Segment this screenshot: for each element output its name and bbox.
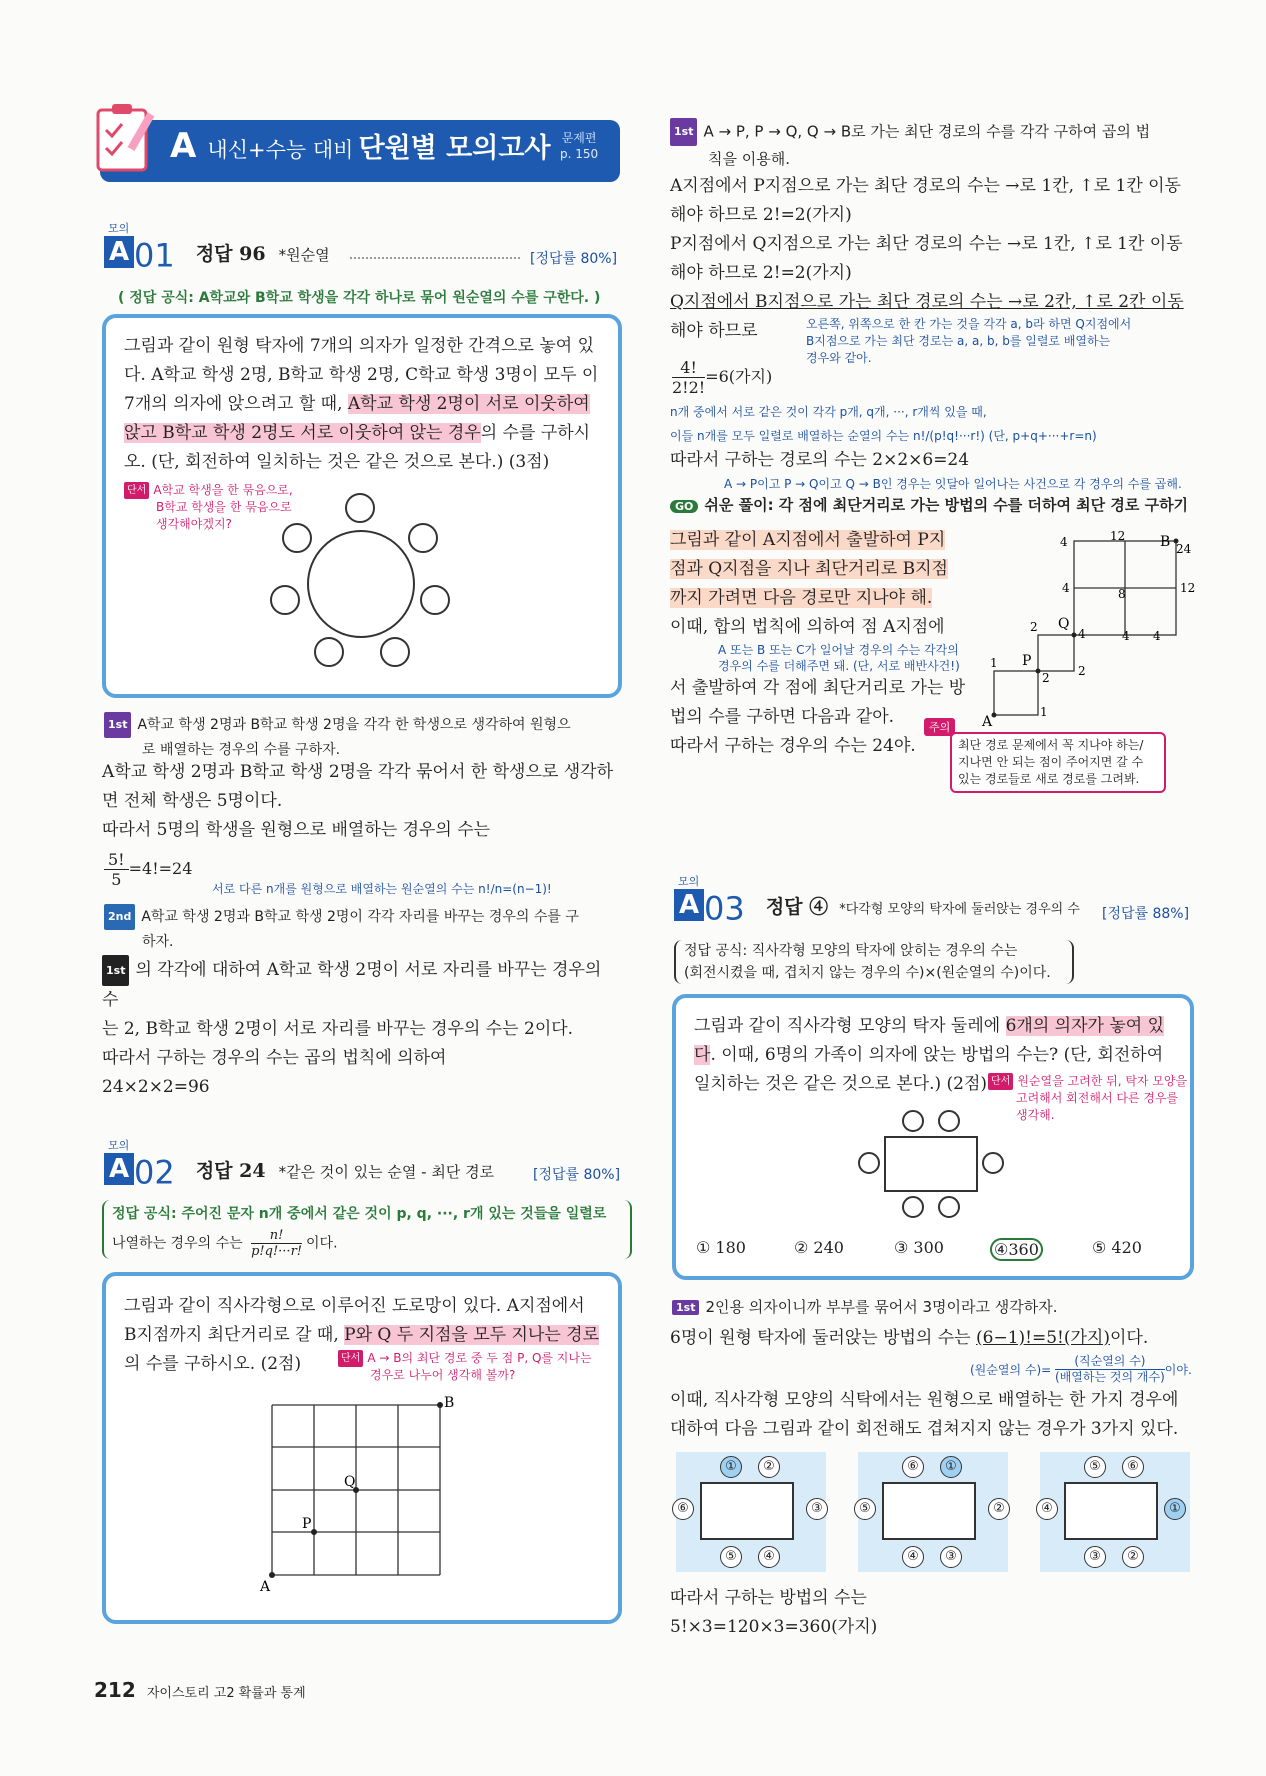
q2-formula (102, 1200, 632, 1259)
q3-rate: [정답률 88%] (1102, 906, 1190, 922)
q2-f2c: p!q!···r! (251, 1244, 303, 1259)
q2-hint1: A → B의 최단 경로 중 두 점 P, Q를 지나는 (367, 1351, 592, 1365)
grid-label-a: A (982, 714, 993, 730)
r-easy-text-block (670, 526, 960, 642)
q1-frac-num: 5! (104, 850, 129, 870)
q3-f1: 정답 공식: 직사각형 모양의 탁자에 앉히는 경우의 수는 (684, 943, 1018, 959)
q3-l3: 대하여 다음 그림과 같이 회전해도 겹쳐지지 않는 경우가 3가지 있다. (670, 1419, 1179, 1439)
r-e5: 서 출발하여 각 점에 최단거리로 가는 방 (670, 678, 966, 698)
q1-p3a: 7개의 의자에 앉으려고 할 때, (124, 394, 348, 414)
r-w3: 있는 경로들로 새로 경로를 그려봐. (958, 772, 1140, 786)
q1-frac-den: 5 (111, 870, 122, 889)
r-fraction (672, 358, 772, 397)
grid-num: 4 (1153, 629, 1161, 643)
q1-frac-note: 서로 다른 n개를 원형으로 배열하는 원순열의 수는 n!/n=(n−1)! (212, 882, 552, 896)
grid-num: 1 (990, 656, 998, 670)
r-l4: 해야 하므로 2!=2(가지) (670, 263, 852, 283)
seat-num: ⑤ (854, 1498, 876, 1520)
choice-4[interactable]: ④360 (990, 1238, 1043, 1261)
grid-num: 4 (1122, 629, 1130, 643)
q1-s1-badge: 1st (104, 712, 131, 738)
r-l3: P지점에서 Q지점으로 가는 최단 경로의 수는 →로 1칸, ↑로 1칸 이동 (670, 234, 1183, 254)
r-b1t2: 칙을 이용해. (708, 150, 790, 168)
seat-num: ③ (1084, 1546, 1106, 1568)
q1-hint2: B학교 학생을 한 묶음으로 (156, 500, 292, 514)
q3-p1b: 6개의 의자가 놓여 있 (1005, 1016, 1165, 1036)
round-table (307, 530, 415, 638)
q1-s2-l2: 는 2, B학교 학생 2명이 서로 자리를 바꾸는 경우의 수는 2이다. (102, 1019, 574, 1039)
q3-l1c: 이다. (1109, 1328, 1149, 1348)
q1-frac-rest: =4!=24 (128, 859, 193, 878)
r-w1: 최단 경로 문제에서 꼭 지나야 하는/ (958, 738, 1144, 752)
r-step1 (670, 118, 1190, 172)
q3-step1 (672, 1296, 1057, 1317)
rotation-case-1 (676, 1452, 826, 1572)
q2-f2b: n! (251, 1228, 302, 1244)
chair (902, 1110, 924, 1132)
q2-answer: 정답 24 (195, 1160, 266, 1182)
q1-rate: [정답률 80%] (530, 251, 618, 267)
rect-table (884, 1136, 978, 1192)
choice-3[interactable]: ③ 300 (894, 1238, 944, 1257)
seat-num: ⑥ (902, 1456, 924, 1478)
seat-num: ③ (806, 1498, 828, 1520)
r-f-rest: =6(가지) (705, 367, 773, 386)
header-title (170, 126, 551, 166)
grid-num: 1 (1040, 705, 1048, 719)
q2-p2b: P와 Q 두 지점을 모두 지나는 경로 (344, 1325, 600, 1345)
seat-num: ③ (940, 1546, 962, 1568)
chair (902, 1196, 924, 1218)
q1-dotline (350, 257, 520, 259)
easy-solution-icon: GO (670, 500, 698, 513)
grid-label-p: P (1022, 653, 1032, 669)
q1-ref-badge: 1st (102, 955, 129, 986)
page-number: 212 (94, 1678, 136, 1702)
q3-b1t: 2인용 의자이니까 부부를 묶어서 3명이라고 생각하자. (705, 1298, 1058, 1316)
q3-l4: 따라서 구하는 방법의 수는 (670, 1588, 867, 1608)
q2-p3: 의 수를 구하시오. (2점) (124, 1354, 302, 1374)
header-title-main: 단원별 모의고사 (358, 133, 551, 164)
r-w2: 지나면 안 되는 점이 주어지면 갈 수 (958, 755, 1144, 769)
grid-num: 12 (1180, 581, 1196, 595)
chair (858, 1152, 880, 1174)
q3-h1: 원순열을 고려한 뒤, 탁자 모양을 (1017, 1074, 1188, 1088)
q1-letter: A (104, 236, 134, 268)
clipboard-icon (90, 100, 160, 175)
q2-f2d: 이다. (306, 1235, 338, 1252)
grid-num: 4 (1060, 535, 1068, 549)
choice-1[interactable]: ① 180 (696, 1238, 746, 1257)
chair (938, 1196, 960, 1218)
r-note1 (806, 316, 1131, 367)
q1-step2 (104, 904, 624, 954)
q3-n4: 이야. (1164, 1363, 1192, 1377)
q2-grid (260, 1395, 470, 1595)
q2-letter: A (104, 1153, 134, 1185)
q3-final (670, 1584, 877, 1642)
r-b1: 1st (670, 118, 697, 146)
r-note3 (718, 642, 960, 674)
r-e6: 법의 수를 구하면 다음과 같아. (670, 707, 895, 727)
footer (94, 1678, 306, 1702)
q3-letter: A (674, 889, 704, 921)
chair (345, 493, 375, 523)
q3-header (674, 873, 1080, 928)
r-f-num: 4! (672, 358, 705, 378)
r-n5: 이들 n개를 모두 일렬로 배열하는 순열의 수는 n!/(p!q!···r!) (단, p+q+···+r=n) (670, 429, 1097, 443)
choice-2[interactable]: ② 240 (794, 1238, 844, 1257)
header-ref-2: p. 150 (560, 147, 599, 161)
grid-num: 8 (1118, 587, 1126, 601)
book-title: 자이스토리 고2 확률과 통계 (146, 1686, 306, 1701)
q2-topic: *같은 것이 있는 순열 - 최단 경로 (278, 1163, 495, 1181)
grid-label-p: P (302, 1516, 312, 1532)
q2-header (104, 1137, 494, 1192)
r-e7: 따라서 구하는 경우의 수는 24야. (670, 736, 916, 756)
choice-5[interactable]: ⑤ 420 (1092, 1238, 1142, 1257)
seat-num: ① (940, 1456, 962, 1478)
r-n4: n개 중에서 서로 같은 것이 각각 p개, q개, ···, r개씩 있을 때, (670, 405, 987, 419)
header-letter: A (170, 126, 197, 166)
grid-label-b: B (1160, 534, 1171, 550)
r-n8: 경우의 수를 더해주면 돼. (단, 서로 배반사건!) (718, 659, 960, 673)
chair (982, 1152, 1004, 1174)
q3-n3: (배열하는 것의 개수) (1055, 1370, 1165, 1384)
seat-num: ⑥ (672, 1498, 694, 1520)
grid-label-a: A (260, 1579, 271, 1595)
r-l7: 따라서 구하는 경로의 수는 2×2×6=24 (670, 450, 970, 470)
q1-p3b: A학교 학생 2명이 서로 이웃하여 (347, 394, 590, 414)
chair (408, 523, 438, 553)
q3-f2: (회전시켰을 때, 겹치지 않는 경우의 수)×(원순열의 수)이다. (684, 965, 1051, 981)
r-l2: 해야 하므로 2!=2(가지) (670, 205, 852, 225)
q1-tag: 모의 (108, 222, 130, 235)
q1-step1 (104, 712, 624, 762)
r-l5: Q지점에서 B지점으로 가는 최단 경로의 수는 →로 2칸, ↑로 2칸 이동 (670, 292, 1184, 312)
seat-num: ① (1164, 1498, 1186, 1520)
q3-p2a: 다 (694, 1045, 711, 1065)
warn-tag: 주의 (924, 718, 955, 736)
q3-l1b: (6−1)!=5!(가지) (976, 1328, 1110, 1348)
chair (270, 585, 300, 615)
q3-n2: (직순열의 수) (1055, 1354, 1165, 1370)
q1-p1: 그림과 같이 원형 탁자에 7개의 의자가 일정한 간격으로 놓여 있 (124, 336, 594, 356)
q1-s1-l1: A학교 학생 2명과 B학교 학생 2명을 각각 묶어서 한 학생으로 생각하 (102, 762, 613, 782)
grid-num: 2 (1078, 664, 1086, 678)
seat-num: ⑤ (720, 1546, 742, 1568)
q1-s2-t1: A학교 학생 2명과 B학교 학생 2명이 각각 자리를 바꾸는 경우의 수를 구 (141, 909, 579, 925)
r-b1t1: A → P, P → Q, Q → B로 가는 최단 경로의 수를 각각 구하여 곱의 법 (703, 122, 1151, 141)
q1-answer: 정답 96 (195, 243, 266, 265)
r-easy-text: 쉬운 풀이: 각 점에 최단거리로 가는 방법의 수를 더하여 최단 경로 구하기 (704, 496, 1189, 514)
q2-dan: 단서 (338, 1350, 363, 1367)
q1-hint1: A학교 학생을 한 묶음으로, (153, 483, 293, 497)
q3-formula (674, 940, 1074, 984)
q2-f2: 나열하는 경우의 수는 (112, 1235, 243, 1252)
q3-p3: 일치하는 것은 같은 것으로 본다.) (2점) (694, 1074, 988, 1094)
header-ref (560, 130, 598, 162)
q1-s2-text (102, 955, 622, 1102)
q1-s2-l3: 따라서 구하는 경우의 수는 곱의 법칙에 의하여 (102, 1048, 447, 1068)
q2-p2a: B지점까지 최단거리로 갈 때, (124, 1325, 345, 1345)
q1-s1-t2: 로 배열하는 경우의 수를 구하자. (142, 742, 341, 758)
r-n2: B지점으로 가는 최단 경로는 a, a, b, b를 일렬로 배열하는 (806, 334, 1111, 348)
r-n7: A 또는 B 또는 C가 일어날 경우의 수는 각각의 (718, 643, 959, 657)
q3-l5: 5!×3=120×3=360(가지) (670, 1617, 878, 1637)
r-l1: A지점에서 P지점으로 가는 최단 경로의 수는 →로 1칸, ↑로 1칸 이동 (670, 176, 1181, 196)
q3-h3: 생각해. (1016, 1108, 1055, 1122)
r-l6: 해야 하므로 (670, 321, 758, 341)
q1-s1-l2: 면 전체 학생은 5명이다. (102, 791, 283, 811)
q1-problem-text (124, 332, 604, 477)
q3-dan: 단서 (988, 1073, 1013, 1090)
seat-num: ④ (758, 1546, 780, 1568)
seat-num: ① (720, 1456, 742, 1478)
grid-num: 2 (1030, 620, 1038, 634)
q1-hint3: 생각해야겠지? (156, 517, 232, 531)
q2-num: 02 (134, 1153, 175, 1192)
grid-num: 2 (1042, 671, 1050, 685)
q2-p1: 그림과 같이 직사각형으로 이루어진 도로망이 있다. A지점에서 (124, 1296, 585, 1316)
seat-num: ② (1122, 1546, 1144, 1568)
grid-label-q: Q (344, 1474, 356, 1490)
q3-n1: (원순열의 수)= (970, 1363, 1052, 1377)
q3-tag: 모의 (678, 875, 700, 888)
q1-p5: 오. (단, 회전하여 일치하는 것은 같은 것으로 본다.) (3점) (124, 452, 550, 472)
seat-num: ④ (902, 1546, 924, 1568)
header-ref-1: 문제편 (561, 131, 597, 145)
warn-box (950, 732, 1166, 793)
q3-topic: *다각형 모양의 탁자에 둘러앉는 경우의 수 (839, 902, 1080, 917)
q3-note (970, 1354, 1192, 1385)
r-e2: 점과 Q지점을 지나 최단거리로 B지점 (670, 559, 948, 579)
q2-tag: 모의 (108, 1139, 130, 1152)
q3-l1 (670, 1324, 1148, 1353)
q2-f1: 정답 공식: 주어진 문자 n개 중에서 같은 것이 p, q, ···, r개 있는 것들을 일렬로 (112, 1206, 607, 1222)
r-note2 (670, 400, 1097, 448)
chair (380, 637, 410, 667)
grid-num: 12 (1110, 530, 1126, 543)
chair (282, 523, 312, 553)
q1-s2-t2: 하자. (142, 934, 174, 950)
seat-num: ② (988, 1498, 1010, 1520)
q3-hint (988, 1073, 1187, 1124)
q1-s2-l1: 의 각각에 대하여 A학교 학생 2명이 서로 자리를 바꾸는 경우의 수 (102, 960, 602, 1010)
q3-l2 (670, 1386, 1200, 1444)
r-n3: 경우와 같아. (806, 351, 872, 365)
q1-s1-t1: A학교 학생 2명과 B학교 학생 2명을 각각 한 학생으로 생각하여 원형으 (137, 717, 571, 733)
q3-l1a: 6명이 원형 탁자에 둘러앉는 방법의 수는 (670, 1328, 976, 1348)
r-e1: 그림과 같이 A지점에서 출발하여 P지 (670, 530, 946, 550)
q3-b1: 1st (672, 1300, 699, 1315)
grid-label-q: Q (1058, 616, 1070, 632)
grid-num: 24 (1176, 542, 1192, 556)
q1-s2-l4: 24×2×2=96 (102, 1077, 210, 1097)
r-easy (670, 494, 1188, 515)
q2-hint (338, 1350, 592, 1384)
grid-num: 4 (1078, 627, 1086, 641)
seat-num: ⑤ (1084, 1456, 1106, 1478)
seat-num: ④ (1036, 1498, 1058, 1520)
q1-num: 01 (134, 236, 175, 275)
q3-p2b: . 이때, 6명의 가족이 의자에 앉는 방법의 수는? (단, 회전하여 (710, 1045, 1164, 1065)
r-e4: 이때, 합의 법칙에 의하여 점 A지점에 (670, 617, 945, 637)
q1-s2-badge: 2nd (104, 904, 135, 930)
q1-hint (124, 482, 293, 533)
q1-topic: *원순열 (278, 246, 330, 264)
q3-num: 03 (704, 889, 745, 928)
grid-label-b: B (444, 1395, 455, 1411)
r-path-grid (980, 530, 1200, 730)
r-e3: 까지 가려면 다음 경로만 지나야 해. (670, 588, 933, 608)
seat-num: ② (758, 1456, 780, 1478)
q1-s1-l3: 따라서 5명의 학생을 원형으로 배열하는 경우의 수는 (102, 820, 491, 840)
q1-formula: ( 정답 공식: A학교와 B학교 학생을 각각 하나로 묶어 원순열의 수를 구한다. ) (118, 290, 601, 306)
r-n6: A → P이고 P → Q이고 Q → B인 경우는 잇달아 일어나는 사건으로 각 경우의 수를 곱해. (724, 477, 1182, 491)
chair (420, 585, 450, 615)
q1-p4a: 앉고 B학교 학생 2명도 서로 이웃하여 앉는 경우 (124, 423, 481, 443)
q2-rate: [정답률 80%] (533, 1167, 621, 1183)
grid-num: 4 (1062, 581, 1070, 595)
chair (314, 637, 344, 667)
q1-fraction (104, 850, 192, 889)
q1-p4b: 의 수를 구하시 (480, 423, 591, 443)
rotation-case-2 (858, 1452, 1008, 1572)
q2-hint2: 경우로 나누어 생각해 볼까? (370, 1368, 516, 1382)
rotation-case-3 (1040, 1452, 1190, 1572)
header-title-pre: 내신+수능 대비 (207, 138, 354, 162)
q1-dan: 단서 (124, 482, 149, 499)
q3-p1a: 그림과 같이 직사각형 모양의 탁자 둘레에 (694, 1016, 1006, 1036)
q3-answer: 정답 ④ (765, 896, 829, 918)
chair (938, 1110, 960, 1132)
q1-p2: 다. A학교 학생 2명, B학교 학생 2명, C학교 학생 3명이 모두 이 (124, 365, 599, 385)
q1-header (104, 220, 330, 275)
r-n1: 오른쪽, 위쪽으로 한 칸 가는 것을 각각 a, b라 하면 Q지점에서 (806, 317, 1132, 331)
q1-s1-text (102, 758, 622, 845)
q3-h2: 고려해서 회전해서 다른 경우를 (1016, 1091, 1179, 1105)
q3-l2-text: 이때, 직사각형 모양의 식탁에서는 원형으로 배열하는 한 가지 경우에 (670, 1390, 1179, 1410)
r-f-den: 2!2! (672, 378, 706, 397)
seat-num: ⑥ (1122, 1456, 1144, 1478)
